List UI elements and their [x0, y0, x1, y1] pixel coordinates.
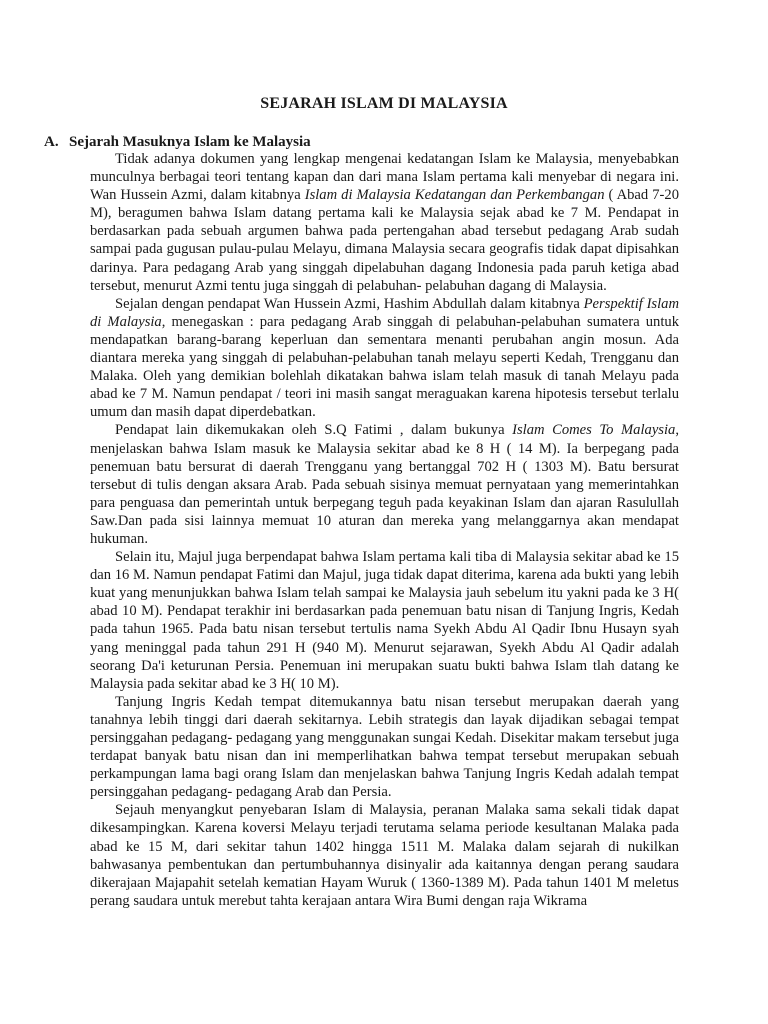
- book-title: Islam Comes To Malaysia: [512, 422, 676, 439]
- book-title: Perspektif Islam di Malaysia: [90, 295, 679, 330]
- body-paragraph: [90, 150, 679, 295]
- book-title: Islam di Malaysia Kedatangan dan Perkembangan: [304, 187, 605, 204]
- section-heading: [44, 133, 311, 151]
- paragraph-text: Tidak adanya dokumen yang lengkap mengenai kedatangan Islam ke Malaysia, menyebabkan munculnya berbagai teori tentang kapan dan dari mana Islam pertama kali menyebar di negara ini. Wan Hussein Azmi, dalam kitabnya: [90, 151, 679, 204]
- body-paragraph: [90, 421, 679, 548]
- paragraph-text: Tanjung Ingris Kedah tempat ditemukannya batu nisan tersebut merupakan daerah yang tanahnya lebih tinggi dari daerah sekitarnya. Lebih strategis dan layak dijadikan sebagai tempat persinggahan pedagang- pedagang yang menggunakan sungai Kedah. Disekitar makam tersebut juga terdapat banyak batu nisan dan ini memperlihatkan bahwa tempat tersebut merupakan sebuah perkampungan lama bagi orang Islam dan menjelaskan bahwa Tanjung Ingris Kedah adalah tempat persinggahan pedagang- pedagang Arab dan Persia.: [90, 693, 679, 801]
- paragraph-text: , menjelaskan bahwa Islam masuk ke Malaysia sekitar abad ke 8 H ( 14 M). Ia berpegang pada penemuan batu bersurat di daerah Trengganu yang bertanggal 702 H ( 1303 M). Batu bersurat tersebut di tulis dengan aksara Arab. Pada sebuah sisinya memuat pernyataan yang memerintahkan para penguasa dan pemerintah untuk berpegang teguh pada keyakinan Islam dan ajaran Rasulullah Saw.Dan pada sisi lainnya memuat 10 aturan dan mereka yang melanggarnya akan mendapat hukuman.: [90, 422, 679, 547]
- body-paragraph: [90, 693, 679, 802]
- paragraph-text: Sejalan dengan pendapat Wan Hussein Azmi, Hashim Abdullah dalam kitabnya: [115, 295, 584, 312]
- document-title: SEJARAH ISLAM DI MALAYSIA: [260, 95, 508, 112]
- paragraph-text: ( Abad 7-20 M), beragumen bahwa Islam datang pertama kali ke Malaysia sejak abad ke 7 M. Pendapat in berdasarkan pada sebuah argumen bahwa pada pertengahan abad tersebut pedagang Arab sudah sampai pada gugusan pulau-pulau Melayu, dimana Malaysia secara geografis tidak dapat dipisahkan darinya. Para pedagang Arab yang singgah dipelabuhan dagang Indonesia pada paruh ketiga abad tersebut, menurut Azmi tentu juga singgah di pelabuhan- pelabuhan dagang di Malaysia.: [90, 187, 679, 294]
- section-heading-text: Sejarah Masuknya Islam ke Malaysia: [69, 134, 311, 150]
- paragraph-text: Selain itu, Majul juga berpendapat bahwa Islam pertama kali tiba di Malaysia sekitar abad ke 15 dan 16 M. Namun pendapat Fatimi dan Majul, juga tidak dapat diterima, karena ada bukti yang lebih kuat yang menunjukkan bahwa Islam telah sampai ke Malaysia jauh sebelum itu yakni pada ke 3 H( abad 10 M). Pendapat terakhir ini berdasarkan pada penemuan batu nisan di Tanjung Ingris, Kedah pada tahun 1965. Pada batu nisan tersebut tertulis nama Syekh Abdu Al Qadir Ibnu Husayn syah yang meninggal pada tahun 291 H (940 M). Menurut sejarawan, Syekh Abdu Al Qadir adalah seorang Da'i keturunan Persia. Penemuan ini merupakan suatu bukti bahwa Islam tlah datang ke Malaysia pada sekitar abad ke 3 H( 10 M).: [90, 549, 679, 692]
- paragraph-text: , menegaskan : para pedagang Arab singgah di pelabuhan-pelabuhan sumatera untuk mendapatkan barang-barang keperluan dan sementara menanti perubahan angin mosun. Ada diantara mereka yang singgah di pelabuhan-pelabuhan tanah melayu seperti Kedah, Trengganu dan Malaka. Oleh yang demikian bolehlah dikatakan bahwa islam telah masuk di tanah Melayu pada abad ke 7 M. Namun pendapat / teori ini masih sangat meraguakan karena hipotesis tersebut terlalu umum dan masih dapat diperdebatkan.: [90, 313, 679, 421]
- section-marker: A.: [44, 134, 59, 150]
- body-paragraph: [90, 548, 679, 693]
- body-paragraph: [90, 801, 679, 910]
- body-paragraph: [90, 295, 679, 422]
- paragraph-text: Sejauh menyangkut penyebaran Islam di Malaysia, peranan Malaka sama sekali tidak dapat dikesampingkan. Karena koversi Melayu terjadi terutama selama periode kesultanan Malaka pada abad ke 15 M, dari sekitar tahun 1402 hingga 1511 M. Malaka dalam sejarah di nukilkan bahwasanya pembentukan dan pertumbuhannya disinyalir ada kaitannya dengan perang saudara dikerajaan Majapahit setelah kematian Hayam Wuruk ( 1360-1389 M). Pada tahun 1401 M meletus perang saudara untuk merebut tahta kerajaan antara Wira Bumi dengan raja Wikrama: [90, 802, 679, 909]
- paragraph-text: Pendapat lain dikemukakan oleh S.Q Fatimi , dalam bukunya: [115, 422, 513, 439]
- document-body: [90, 150, 679, 910]
